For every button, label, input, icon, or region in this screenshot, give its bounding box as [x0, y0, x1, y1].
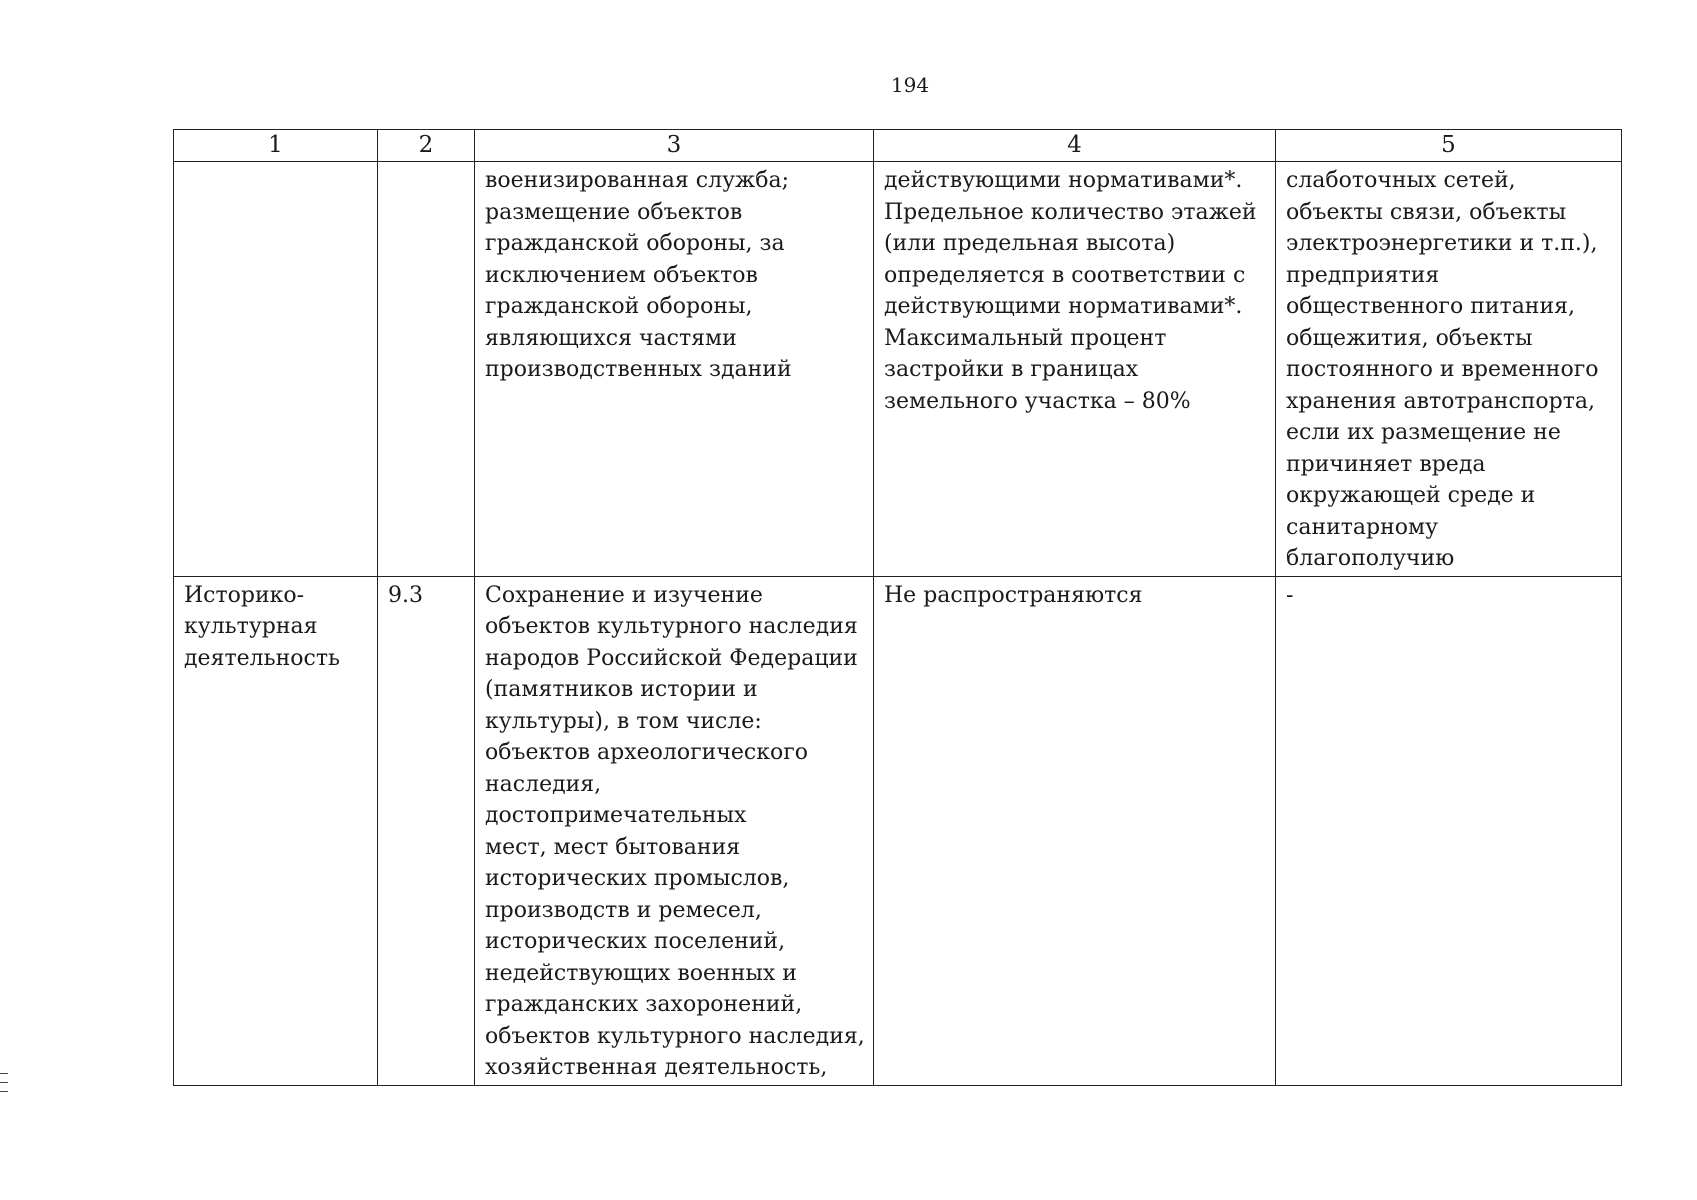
cell-restrictions: слаботочных сетей, объекты связи, объекты электроэнергетики и т.п.), предприятия общественного питания, общежития, объекты постоянного и временного хранения автотранспорта, если их размещение не причиняет вреда окружающей среде и санитарному благополучию — [1276, 162, 1622, 577]
cell-use-description: Сохранение и изучение объектов культурного наследия народов Российской Федерации (памятников истории и культуры), в том числе: объектов археологического наследия, достопримечательных мест, мест бытования исторических промыслов, производств и ремесел, исторических поселений, недействующих военных и гражданских захоронений, объектов культурного наследия, хозяйственная деятельность, — [475, 576, 874, 1085]
cell-restrictions: - — [1276, 576, 1622, 1085]
margin-mark — [0, 1073, 8, 1074]
table-header-row — [174, 130, 1622, 162]
cell-use-code: 9.3 — [378, 576, 475, 1085]
table-row — [174, 162, 1622, 577]
column-header-1: 1 — [174, 130, 378, 162]
cell-use-name: Историко- культурная деятельность — [174, 576, 378, 1085]
page-number: 194 — [890, 73, 930, 97]
column-header-5: 5 — [1276, 130, 1622, 162]
margin-mark — [0, 1082, 8, 1083]
table-row — [174, 576, 1622, 1085]
zoning-table — [173, 129, 1622, 1086]
margin-marks — [0, 1073, 8, 1100]
cell-use-name — [174, 162, 378, 577]
cell-parameters: действующими нормативами*. Предельное количество этажей (или предельная высота) определяется в соответствии с действующими нормативами*. Максимальный процент застройки в границах земельного участка – 80% — [874, 162, 1276, 577]
column-header-4: 4 — [874, 130, 1276, 162]
margin-mark — [0, 1091, 8, 1092]
column-header-2: 2 — [378, 130, 475, 162]
cell-parameters: Не распространяются — [874, 576, 1276, 1085]
cell-use-code — [378, 162, 475, 577]
cell-use-description: военизированная служба; размещение объектов гражданской обороны, за исключением объектов гражданской обороны, являющихся частями производственных зданий — [475, 162, 874, 577]
column-header-3: 3 — [475, 130, 874, 162]
